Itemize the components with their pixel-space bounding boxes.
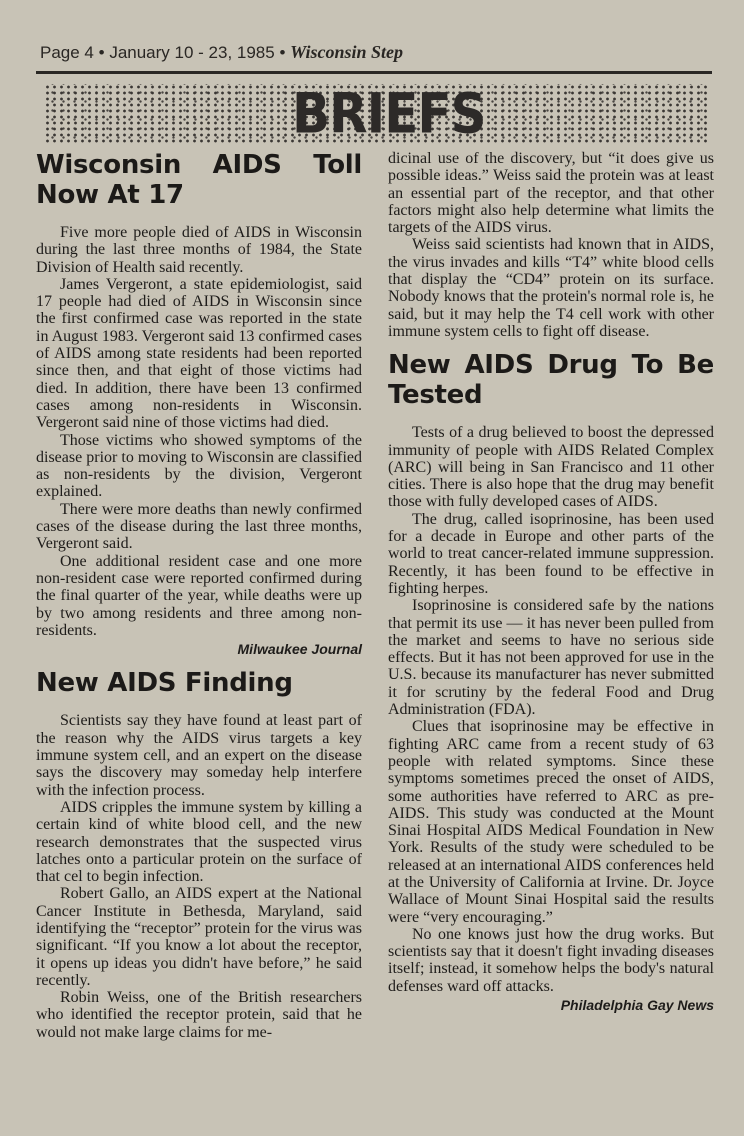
separator: • [98, 43, 105, 62]
publication-name: Wisconsin Step [290, 42, 404, 62]
briefs-banner [44, 84, 708, 144]
header-rule [36, 71, 712, 74]
paragraph: Isoprinosine is considered safe by the nations that permit its use — it has never been pulled from the market and seems to have no serious side effects. But it has not been approved for use in the U.S. because its manufacturer has never submitted it for scrutiny by the federal Food and Drug Administration (FDA). [388, 597, 714, 719]
article-headline: New AIDS Finding [36, 668, 293, 699]
paragraph: One additional resident case and one more non-resident case were reported confirmed during the final quarter of the year, while deaths were up by two among residents and three among non-residents. [36, 552, 362, 639]
left-column [36, 150, 362, 1041]
paragraph: Weiss said scientists had known that in AIDS, the virus invades and kills “T4” white blood cells that display the “CD4” protein on its surface. Nobody knows that the protein's normal role is, he said, but it may help the T4 cell work with other immune system cells to fight off disease. [388, 236, 714, 340]
paragraph: Robert Gallo, an AIDS expert at the National Cancer Institute in Bethesda, Maryland, said identifying the “receptor” protein for the virus was significant. “If you know a lot about the receptor, it opens up ideas you didn't have before,” he said recently. [36, 885, 362, 989]
paragraph: James Vergeront, a state epidemiologist, said 17 people had died of AIDS in Wisconsin since the first confirmed case was reported in the state in August 1983. Vergeront said 13 confirmed cases of AIDS among state residents had been reported since then, and that eight of those victims had died. In addition, there have been 13 confirmed cases among non-residents in Wisconsin. Vergeront said nine of those victims had died. [36, 275, 362, 432]
right-column [388, 150, 714, 1024]
paragraph: The drug, called isoprinosine, has been used for a decade in Europe and other parts of the world to treat cancer-related immune suppression. Recently, it has been found to be effective in fighting herpes. [388, 510, 714, 597]
article-source: Philadelphia Gay News [560, 997, 714, 1014]
article-aids-toll [36, 150, 362, 658]
article-headline: Wisconsin AIDS Toll Now At 17 [36, 150, 362, 210]
paragraph: Tests of a drug believed to boost the depressed immunity of people with AIDS Related Complex (ARC) will being in San Francisco and 11 other cities. There is also hope that the drug may benefit those with fully developed cases of AIDS. [388, 424, 714, 511]
article-source: Milwaukee Journal [237, 641, 362, 658]
paragraph: Those victims who showed symptoms of the disease prior to moving to Wisconsin are classified as non-residents by the division, Vergeront explained. [36, 431, 362, 501]
article-aids-drug [388, 350, 714, 1014]
banner-title: BRIEFS [292, 82, 486, 146]
paragraph: Scientists say they have found at least part of the reason why the AIDS virus targets a key immune system cell, and an expert on the disease says the discovery may someday help interfere with the infection process. [36, 712, 362, 799]
paragraph: AIDS cripples the immune system by killing a certain kind of white blood cell, and the new research demonstrates that the suspected virus latches onto a particular protein on the surface of that cel to begin infection. [36, 798, 362, 886]
paragraph: Robin Weiss, one of the British researchers who identified the receptor protein, said that he would not make large claims for me- [36, 989, 362, 1041]
article-headline: New AIDS Drug To Be Tested [388, 350, 714, 411]
article-aids-finding [36, 668, 362, 1041]
paragraph: There were more deaths than newly confirmed cases of the disease during the last three months, Vergeront said. [36, 500, 362, 553]
paragraph: Clues that isoprinosine may be effective in fighting ARC came from a recent study of 63 people with related symptoms. Since these symptoms sometimes preced the onset of AIDS, some authorities have referred to ARC as pre-AIDS. This study was conducted at the Mount Sinai Hospital AIDS Medical Foundation in New York. Results of the study were scheduled to be released at an international AIDS conferences held at the University of California at Irvine. Dr. Joyce Wallace of Mount Sinai Hospital said the results were “very encouraging.” [388, 718, 714, 926]
masthead [40, 42, 403, 63]
issue-date: January 10 - 23, 1985 [109, 43, 275, 62]
separator: • [279, 43, 286, 62]
article-aids-finding-continued [388, 150, 714, 340]
paragraph: No one knows just how the drug works. But scientists say that it doesn't fight invading diseases itself; instead, it somehow helps the body's natural defenses ward off attacks. [388, 925, 714, 995]
page-number: Page 4 [40, 43, 94, 62]
paragraph: dicinal use of the discovery, but “it does give us possible ideas.” Weiss said the protein was at least an essential part of the receptor, and that other factors might also help determine what limits the targets of the AIDS virus. [388, 150, 714, 237]
paragraph: Five more people died of AIDS in Wisconsin during the last three months of 1984, the State Division of Health said recently. [36, 224, 362, 276]
